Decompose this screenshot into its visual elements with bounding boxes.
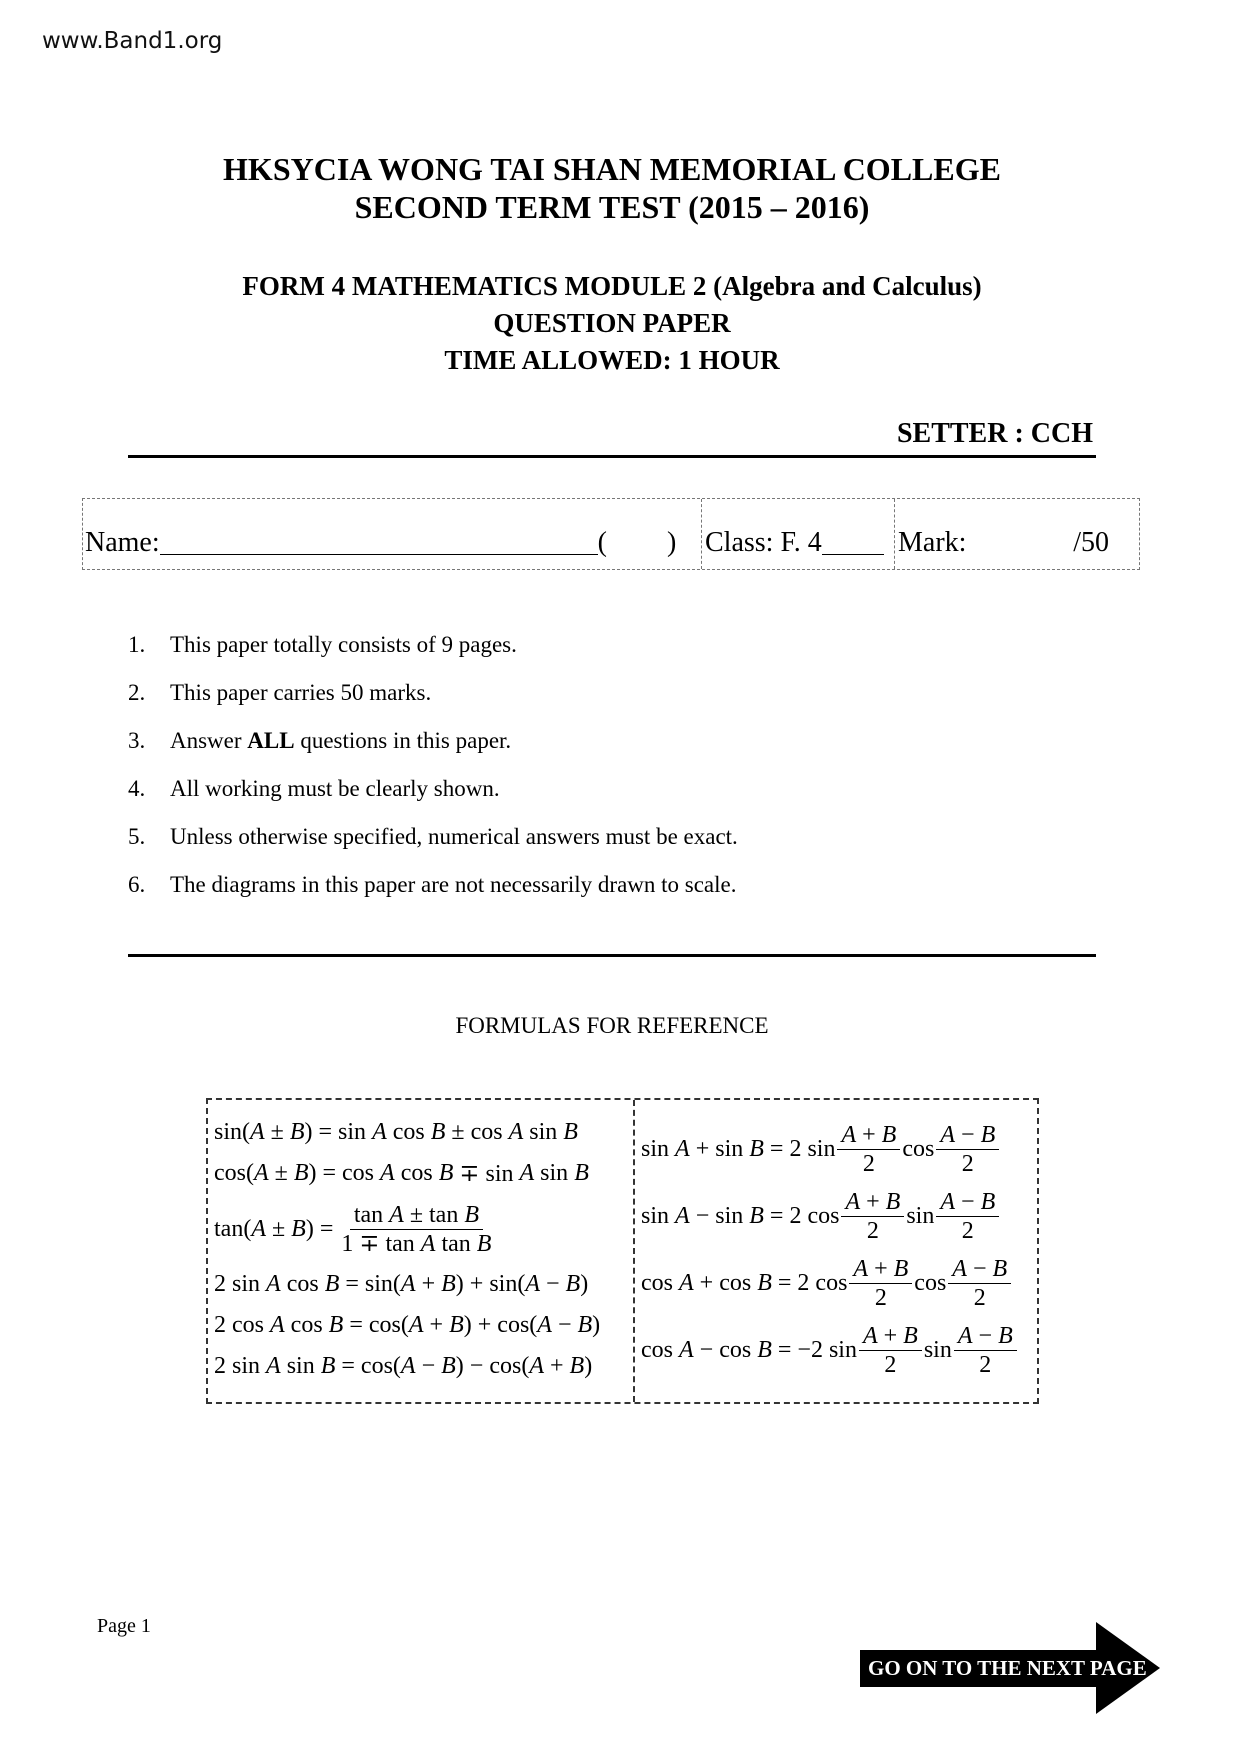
formula-sin-plus-sin: sin A + sin B = 2 sin $\frac{A + B}{2}$ cos $\frac{A - B}{2}$ (641, 1116, 1031, 1183)
mark-label: Mark: (898, 527, 967, 558)
divider-top (128, 455, 1096, 458)
instruction-item: 5. Unless otherwise specified, numerical answers must be exact. (128, 824, 738, 849)
class-field[interactable] (822, 532, 884, 555)
paper-info (0, 268, 1224, 379)
formula-sin-minus-sin: sin A − sin B = 2 cos $\frac{A + B}{2}$ sin $\frac{A - B}{2}$ (641, 1183, 1031, 1250)
formula-column-right (635, 1100, 1037, 1402)
mark-total: /50 (1073, 527, 1109, 558)
class-number-open: ( (597, 527, 607, 558)
subject-title: FORM 4 MATHEMATICS MODULE 2 (Algebra and Calculus) (242, 271, 982, 301)
class-cell (701, 499, 894, 569)
formula-sin-sum: sin( A ± B ) = sin A cos B ± cos A sin B (214, 1119, 578, 1145)
formulas-title: FORMULAS FOR REFERENCE (455, 1013, 769, 1038)
time-allowed: TIME ALLOWED: 1 HOUR (444, 345, 780, 375)
formula-column-left (208, 1100, 635, 1402)
next-page-arrow (860, 1622, 1166, 1714)
formula-2sinsin: 2 sin A sin B = cos( A − B ) − cos( A + B ) (214, 1353, 593, 1379)
next-page-label: GO ON TO THE NEXT PAGE (860, 1650, 1096, 1687)
setter: SETTER : CCH (896, 418, 1093, 449)
formula-2sincos: 2 sin A cos B = sin( A + B ) + sin( A − B ) (214, 1271, 589, 1297)
watermark: www.Band1.org (42, 28, 223, 54)
divider-bottom (128, 954, 1096, 957)
instruction-item: 6. The diagrams in this paper are not necessarily drawn to scale. (128, 872, 737, 897)
class-label: Class: F. 4 (705, 527, 822, 558)
class-number-close: ) (666, 527, 677, 558)
instruction-item: 3. Answer ALL questions in this paper. (128, 728, 512, 753)
name-field[interactable] (160, 532, 598, 555)
formula-cos-sum: cos( A ± B ) = cos A cos B ∓ sin A sin B (214, 1160, 589, 1187)
student-info-box (82, 498, 1140, 570)
formula-2coscos: 2 cos A cos B = cos( A + B ) + cos( A − B ) (214, 1312, 601, 1338)
formula-cos-plus-cos: cos A + cos B = 2 cos $\frac{A + B}{2}$ cos $\frac{A - B}{2}$ (641, 1250, 1031, 1317)
formula-box (206, 1098, 1039, 1404)
name-label: Name: (85, 527, 160, 558)
instruction-item: 4. All working must be clearly shown. (128, 776, 500, 801)
formula-tan-sum: tan( A ± B ) = $\frac{\text{tan A ± tan B}}{\text{1 ∓ tan A tan B}}$ (214, 1201, 492, 1257)
formula-cos-minus-cos: cos A − cos B = −2 sin $\frac{A + B}{2}$ sin $\frac{A - B}{2}$ (641, 1317, 1031, 1384)
exam-header (0, 150, 1224, 226)
school-name: HKSYCIA WONG TAI SHAN MEMORIAL COLLEGE (223, 151, 1001, 187)
paper-type: QUESTION PAPER (493, 308, 731, 338)
page-number: Page 1 (97, 1615, 151, 1637)
instruction-item: 2. This paper carries 50 marks. (128, 680, 432, 705)
instruction-item: 1. This paper totally consists of 9 pages. (128, 632, 517, 657)
test-name: SECOND TERM TEST (2015 – 2016) (354, 189, 870, 225)
mark-cell (894, 499, 1139, 569)
name-cell (83, 499, 701, 569)
instructions-list (128, 628, 738, 916)
